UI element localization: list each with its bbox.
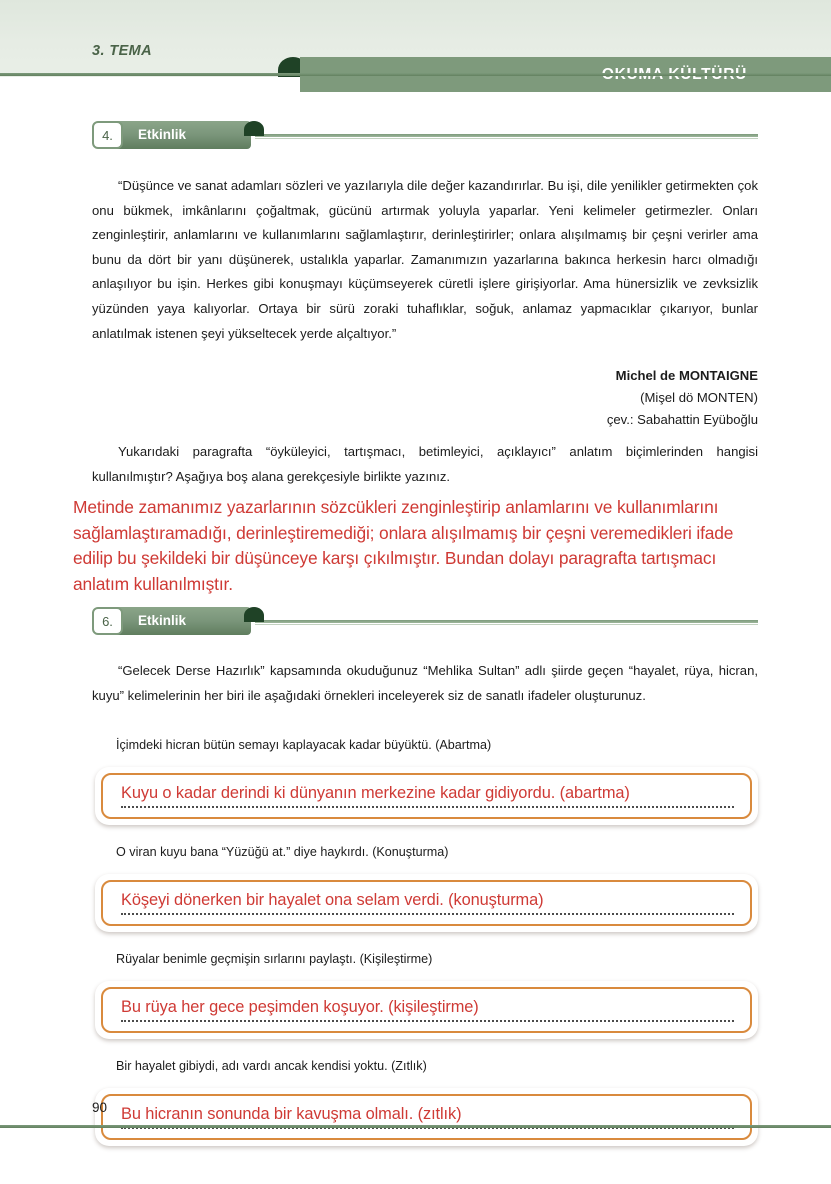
activity-ribbon-fold-icon-4 <box>244 121 264 136</box>
activity-rule-4 <box>255 134 758 137</box>
sample-sentence: Bir hayalet gibiydi, adı vardı ancak kendisi yoktu. (Zıtlık) <box>116 1058 427 1073</box>
answer-box-frame <box>101 1094 752 1140</box>
answer-text[interactable]: Bu rüya her gece peşimden koşuyor. (kişileştirme) <box>121 997 479 1016</box>
quote-attribution <box>92 365 758 431</box>
quote-translator: çev.: Sabahattin Eyüboğlu <box>606 412 758 428</box>
activity-header-6 <box>92 607 758 637</box>
quote-paragraph: “Düşünce ve sanat adamları sözleri ve yazılarıyla dile değer kazandırırlar. Bu işi, dile yenilikler getirmekten çok onu bükmek, imkânlarını çoğaltmak, gücünü artırmak yoluyla yaparlar. Yeni kelimeler getirmezler. Onları zenginleştirir, anlamlarını ve kullanımlarını sağlamlaştırır, derinleştirirler; onlara alışılmamış bir çeşni verirler ama bunu da dört bir yanı düşünerek, ustalıkla yaparlar. Zamanımızın yazarlarına bakınca herkesin harcı olmadığı anlaşılıyor bu işin. Herkes gibi konuşmayı küçümseyerek cüretli işlere girişiyorlar. Ama hünersizlik ve zevksizlik yüzünden yaya kalıyorlar. Ortaya bir sürü zoraki tuhaflıklar, soğuk, anlamaz yapmacıklar çıkarıyor, bunlar anlatılmak istenen şeyi yükseltecek yerde alçaltıyor.” <box>92 178 758 341</box>
sample-sentence: Rüyalar benimle geçmişin sırlarını paylaştı. (Kişileştirme) <box>116 951 433 966</box>
sample-sentence: O viran kuyu bana “Yüzüğü at.” diye haykırdı. (Konuşturma) <box>116 844 449 859</box>
activity-label-6: Etkinlik <box>138 613 187 629</box>
activity-number-4: 4. <box>92 121 123 149</box>
activity-label-4: Etkinlik <box>138 127 187 142</box>
answer-box[interactable] <box>95 874 758 932</box>
activity-rule-under-6 <box>255 624 758 625</box>
activity-4-answer[interactable]: Metinde zamanımız yazarlarının sözcükleri zenginleştirip anlamlarını ve kullanımlarını sağlamlaştıramadığı, derinleştiremediği; onlara alışılmamış bir çeşni veremedikleri ifade edilip bu şekildeki bir düşünceye karşı çıkılmıştır. Bundan dolayı paragrafta tartışmacı anlatım kullanılmıştır. <box>73 497 734 594</box>
activity-number-6: 6. <box>92 607 123 635</box>
answer-text[interactable]: Köşeyi dönerken bir hayalet ona selam verdi. (konuşturma) <box>121 890 544 909</box>
answer-box[interactable] <box>95 981 758 1039</box>
footer-divider <box>0 1125 831 1128</box>
answer-box-frame <box>101 880 752 926</box>
answer-box[interactable] <box>95 767 758 825</box>
quote-author: Michel de MONTAIGNE <box>615 368 758 384</box>
activity-rule-under-4 <box>255 138 758 139</box>
activity-4-question: Yukarıdaki paragrafta “öyküleyici, tartışmacı, betimleyici, açıklayıcı” anlatım biçimlerinden hangisi kullanılmıştır? Aşağıya boş alana gerekçesiyle birlikte yazınız. <box>92 444 758 484</box>
activity-ribbon-fold-icon-6 <box>244 607 264 622</box>
page-content <box>0 77 831 1146</box>
activity-6-instruction: “Gelecek Derse Hazırlık” kapsamında okuduğunuz “Mehlika Sultan” adlı şiirde geçen “hayalet, rüya, hicran, kuyu” kelimelerinin her biri ile aşağıdaki örnekleri inceleyerek siz de sanatlı ifadeler oluşturunuz. <box>92 663 758 703</box>
page-number: 90 <box>92 1100 108 1115</box>
answer-dotted-rule <box>121 806 734 808</box>
answer-dotted-rule <box>121 1020 734 1022</box>
activity-header-4 <box>92 121 758 151</box>
answer-dotted-rule <box>121 913 734 915</box>
theme-label: 3. TEMA <box>92 43 152 59</box>
answer-box[interactable] <box>95 1088 758 1146</box>
answer-text[interactable]: Kuyu o kadar derindi ki dünyanın merkezine kadar gidiyordu. (abartma) <box>121 783 630 802</box>
sample-sentence: İçimdeki hicran bütün semayı kaplayacak kadar büyüktü. (Abartma) <box>116 737 492 752</box>
answer-box-frame <box>101 987 752 1033</box>
answer-box-frame <box>101 773 752 819</box>
header-divider <box>0 73 831 76</box>
activity-rule-6 <box>255 620 758 623</box>
answer-text[interactable]: Bu hicranın sonunda bir kavuşma olmalı. (zıtlık) <box>121 1104 462 1123</box>
quote-author-pronunciation: (Mişel dö MONTEN) <box>640 390 758 406</box>
